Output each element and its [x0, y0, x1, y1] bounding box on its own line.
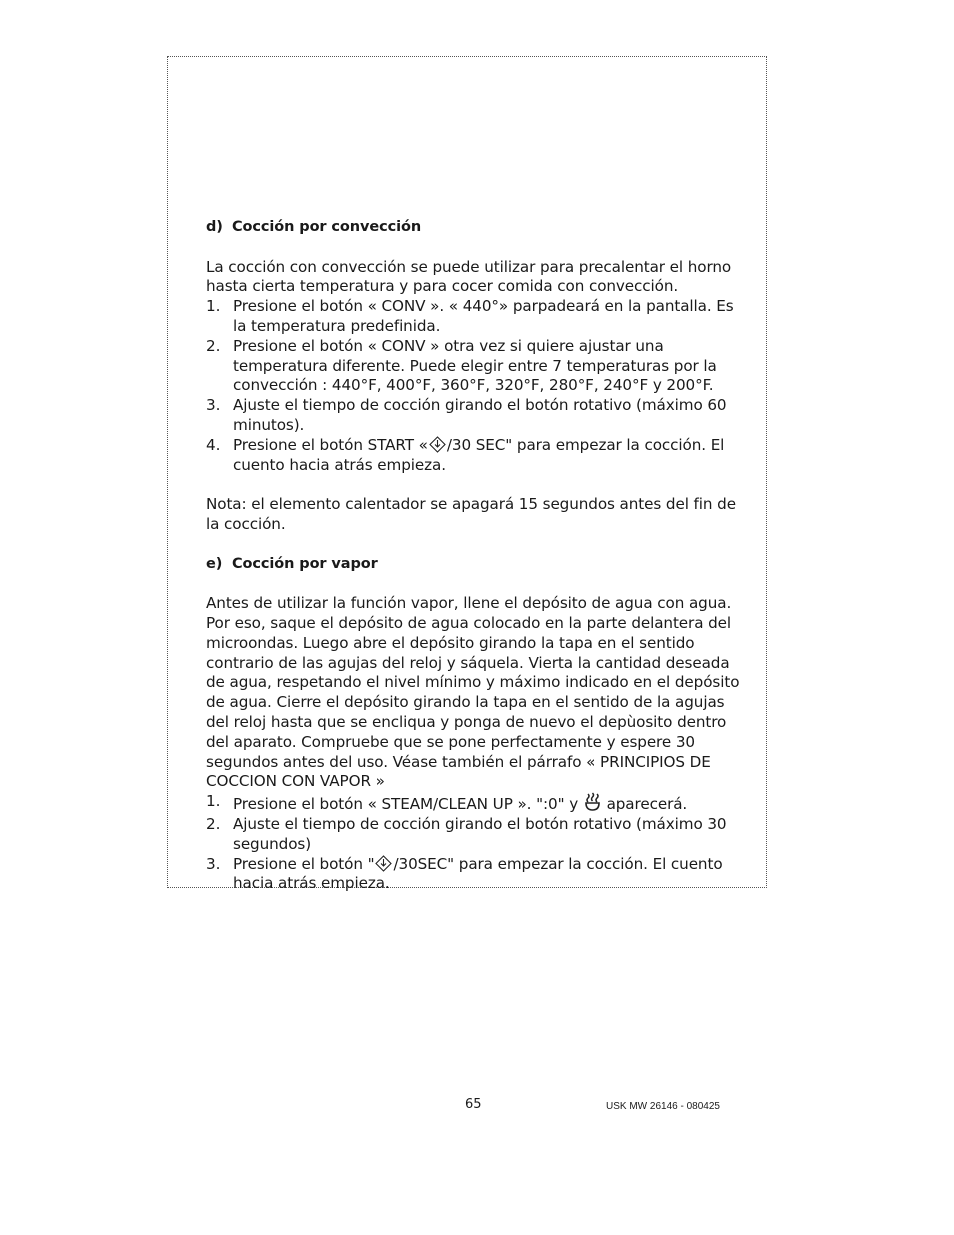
step-number: 2.: [206, 814, 221, 833]
section-e-title: Cocción por vapor: [232, 555, 378, 572]
start-diamond-icon: [375, 855, 392, 872]
start-diamond-icon: [429, 436, 446, 453]
manual-content: [206, 218, 751, 894]
step-number: 3.: [206, 854, 221, 873]
list-item: [206, 337, 751, 396]
list-item: [206, 436, 751, 476]
step-number: 3.: [206, 396, 221, 415]
section-d-letter: d): [206, 219, 223, 235]
step-number: 2.: [206, 336, 221, 355]
step-text: [233, 792, 751, 815]
step-text-after: /30 SEC" para empezar la cocción. El cuento hacia atrás empieza.: [233, 435, 725, 474]
step-text: Ajuste el tiempo de cocción girando el botón rotativo (máximo 30 segundos): [233, 814, 727, 853]
section-d-note: Nota: el elemento calentador se apagará 15 segundos antes del fin de la cocción.: [206, 495, 736, 533]
list-item: [206, 297, 751, 337]
step-text-after: /30SEC" para empezar la cocción. El cuento hacia atrás empieza.: [233, 854, 723, 893]
step-text: Presione el botón « CONV ». « 440°» parpadeará en la pantalla. Es la temperatura predefinida.: [233, 297, 734, 335]
steam-icon: [584, 792, 601, 812]
section-e-heading: [206, 555, 751, 575]
section-d-title: Cocción por convección: [232, 219, 422, 235]
step-number: 4.: [206, 435, 221, 454]
step-number: 1.: [206, 297, 221, 316]
step-text-before: Presione el botón ": [233, 854, 375, 873]
step-text: Presione el botón « CONV » otra vez si quiere ajustar una temperatura diferente. Puede elegir entre 7 temperaturas por la convección : 440°F, 400°F, 360°F, 320°F, 280°F, 240°F y 200°F.: [233, 336, 717, 395]
step-text: [233, 855, 751, 895]
step-text-before: Presione el botón « STEAM/CLEAN UP ». ":0" y: [233, 795, 579, 814]
section-e-letter: e): [206, 555, 223, 572]
step-text: [233, 436, 751, 476]
section-d-heading: [206, 218, 751, 238]
section-d-intro: La cocción con convección se puede utilizar para precalentar el horno hasta cierta temperatura y para cocer comida con convección.: [206, 257, 732, 296]
section-e-steps: [206, 792, 751, 894]
step-text: Ajuste el tiempo de cocción girando el botón rotativo (máximo 60 minutos).: [233, 396, 727, 434]
step-number: 1.: [206, 792, 221, 811]
section-e-intro: Antes de utilizar la función vapor, llene el depósito de agua con agua. Por eso, saque el depósito de agua colocado en la parte delantera del microondas. Luego abre el depósito girando la tapa en el sentido contrario de las agujas del reloj y sáquela. Vierta la cantidad deseada de agua, respetando el nivel mínimo y máximo indicado en el depósito de agua. Cierre el depósito girando la tapa en el sentido de la agujas del reloj hasta que se encliqua y ponga de nuevo el depùosito dentro del aparato. Compruebe que se pone perfectamente y espere 30 segundos antes del uso. Véase también el párrafo « PRINCIPIOS DE COCCION CON VAPOR »: [206, 594, 740, 791]
document-code: USK MW 26146 - 080425: [606, 1101, 720, 1112]
step-text-before: Presione el botón START «: [233, 435, 428, 454]
list-item: [206, 815, 751, 855]
page-number: 65: [465, 1097, 482, 1112]
list-item: [206, 855, 751, 895]
list-item: [206, 396, 751, 436]
list-item: [206, 792, 751, 815]
section-d-steps: [206, 297, 751, 475]
step-text-after: aparecerá.: [606, 795, 688, 814]
